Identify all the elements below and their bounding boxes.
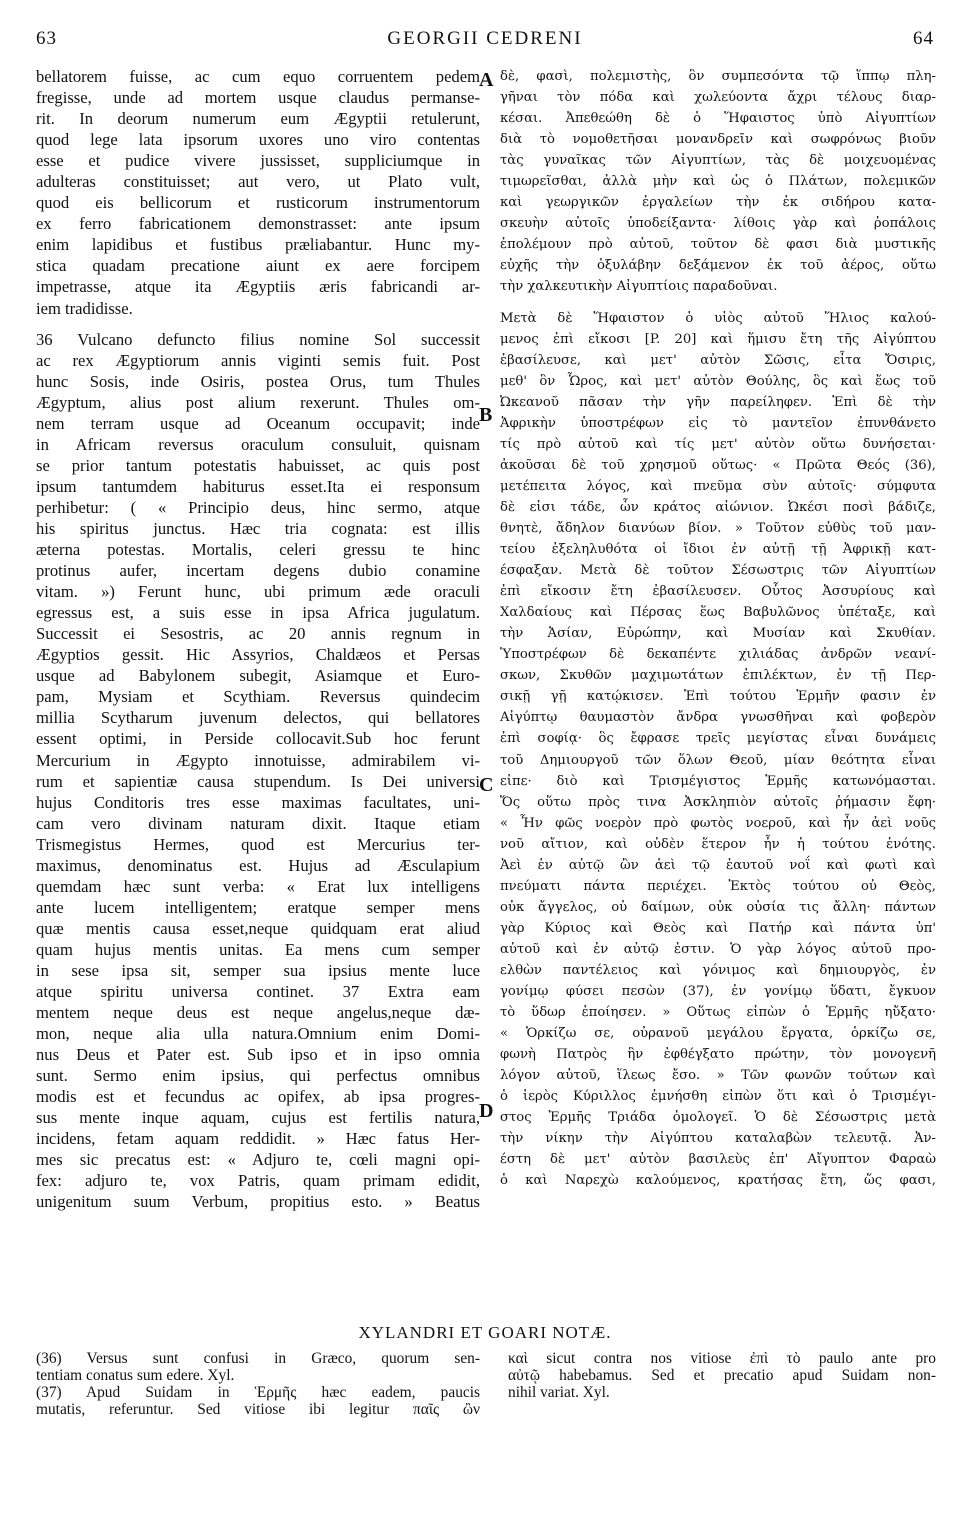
text-line: διὰ τὸ νομοθετῆσαι μονανδρεῖν καὶ σωφρόνως βιοῦν — [500, 132, 936, 148]
text-line: έστη δὲ μετ' αὐτὸν βασιλεὺς ἐπ' Αἴγυπτον Φαραὼ — [500, 1152, 936, 1168]
text-line: έσφαξαν. Μετὰ δὲ τοῦτον Σέσωστρις τῶν Αἰγυπτίων — [500, 563, 936, 579]
text-line: τοῦ Δημιουργοῦ τῶν ὅλων Θεοῦ, μίαν θεότητα εἶναι — [500, 752, 936, 768]
page-header — [36, 28, 934, 54]
text-line: in sese ipsa sit, semper sua ipsius mente luce — [36, 960, 480, 980]
text-line: bellatorem fuisse, ac cum equo corruentem pedem — [36, 67, 480, 86]
text-line: αὐτῷ habebamus. Sed et precatio apud Suidam non- — [508, 1367, 936, 1384]
text-line: πνεύματι πάντα περιέχει. Ἐκτὸς τούτου οὐ Θεὸς, — [500, 878, 936, 894]
text-line: nem terram usque ad Oceanum occupavit; inde — [36, 413, 480, 433]
text-line: Χαλδαίους καὶ Πέρσας ἕως Βαβυλῶνος ὑπέταξε, καὶ — [500, 605, 936, 621]
text-line: φωνὴ Πατρὸς ἣν ἐφθέγξατο πρώτην, τὸν μονογενῆ — [500, 1047, 936, 1063]
text-line: millia Scytharum juvenum delectos, qui bellatores — [36, 708, 480, 728]
text-line: ἐπὶ εἴκοσιν ἔτη ἐβασίλευσεν. Οὗτος Ἀσσυρίους καὶ — [500, 584, 936, 600]
text-line: ελθὼν παντέλειος καὶ γόνιμος καὶ δημιουργὸς, ἐν — [500, 962, 936, 978]
text-line: mes sic precatus est: « Adjuro te, cœli magni opi- — [36, 1150, 480, 1170]
text-line: αὐτοῦ καὶ ἐν αὐτῷ ἐστιν. Ὁ γὰρ λόγος αὐτοῦ προ- — [500, 941, 936, 957]
text-line: iem tradidisse. — [36, 298, 133, 318]
text-line: εἰπε· διὸ καὶ Τρισμέγιστος Ἑρμῆς κατωνόμασται. — [500, 773, 936, 789]
margin-marker-c: C — [479, 774, 494, 796]
text-line: protinus aufer, incertam degens dubio conamine — [36, 561, 480, 581]
text-line: γὰρ Κύριος καὶ Θεὸς καὶ Πατήρ καὶ πάντα ὑπ' — [500, 920, 936, 936]
text-line: usque ad Babylonem subegit, Asiamque et Euro- — [36, 666, 480, 686]
text-line: « Ὁρκίζω σε, οὐρανοῦ μεγάλου ἔργατα, ὁρκίζω σε, — [500, 1026, 936, 1042]
text-line: γονίμῳ φύσει πεσὼν (37), ἐν γονίμῳ ὕδατι, ἔγκυον — [500, 984, 936, 1000]
text-line: σκευὴν αὐτοῖς ὑποδείξαντα· λίθοις γὰρ καὶ ῥοπάλοις — [500, 216, 936, 232]
text-line: atque spiritu universa continet. 37 Extra eam — [36, 982, 480, 1002]
text-line: τὴν χαλκευτικὴν Αἰγυπτίοις παραδοῦναι. — [500, 279, 778, 295]
text-line: δὲ, φασὶ, πολεμιστὴς, ὃν συμπεσόντα τῷ ἵππῳ πλη- — [500, 69, 936, 84]
text-line: Αἰγύπτῳ θαυμαστὸν ἄνδρα γνωσθῆναι καὶ φοβερὸν — [500, 710, 936, 726]
text-line: Ἀεὶ ἐν αὐτῷ ὢν ἀεὶ τῷ ἑαυτοῦ νοΐ καὶ φωτὶ καὶ — [500, 857, 936, 873]
text-line: (37) Apud Suidam in Ἑρμῆς hæc eadem, paucis — [36, 1384, 480, 1401]
text-line: κέσαι. Ἀπεθεώθη δὲ ὁ Ἥφαιστος ὑπὸ Αἰγυπτίων — [500, 111, 936, 127]
notes-title: XYLANDRI ET GOARI NOTÆ. — [358, 1323, 612, 1342]
text-line: fregisse, unde ad mortem usque claudus permanse- — [36, 88, 480, 108]
text-line: ἐπολέμουν πρὸ αὐτοῦ, τοῦτον δὲ φασι διὰ μυστικῆς — [500, 237, 936, 253]
text-line: μεθ' ὃν Ὧρος, καὶ μετ' αὐτὸν Θούλης, ὃς καὶ ἕως τοῦ — [500, 373, 936, 389]
text-line: mutatis, referuntur. Sed vitiose ibi legitur παῖς ὢν — [36, 1401, 480, 1418]
text-line: τὰς γυναῖκας τῶν Αἰγυπτίων, τὰς δὲ μοιχευομένας — [500, 153, 936, 169]
text-line: quemdam hæc sunt verba: « Erat lux intelligens — [36, 876, 480, 896]
text-line: cam vero divinam naturam dixit. Itaque etiam — [36, 813, 480, 833]
text-line: tentiam conatus sum edere. Xyl. — [36, 1367, 235, 1384]
running-title: GEORGII CEDRENI — [387, 28, 583, 49]
text-line: θνητὲ, ἄδηλον διανύων βίον. » Τοῦτον εὐθὺς τοῦ μαν- — [500, 520, 936, 536]
text-line: se prior tantum potestatis habuisset, ac quis post — [36, 455, 480, 475]
text-line: modis est et fecundus ac opifex, ab ipsa progres- — [36, 1087, 480, 1107]
text-line: Successit ei Sesostris, ac 20 annis regnum in — [36, 624, 480, 644]
text-line: esse et pudice vivere jussisset, suppliciumque in — [36, 151, 480, 171]
text-line: 36 Vulcano defuncto filius nomine Sol successit — [36, 329, 480, 349]
text-line: Ὅς οὕτω πρὸς τινα Ἀσκληπιὸν αὐτοῖς ῥήμασιν ἔφη· — [500, 794, 936, 810]
text-line: γῆναι τὸν πόδα καὶ χωλεύοντα ἄχρι τέλους διαρ- — [500, 90, 936, 106]
text-line: enim lapidibus et fustibus præliabantur. Hunc my- — [36, 235, 480, 255]
text-line: nus Deus et Pater est. Sub ipso et in ipso omnia — [36, 1045, 480, 1065]
text-line: (36) Versus sunt confusi in Græco, quorum sen- — [36, 1350, 480, 1367]
text-line: νοῦ αἴτιον, καὶ οὐδὲν ἕτερον ἦν ἡ τούτου ἑνότης. — [500, 836, 936, 852]
text-line: καὶ γεωργικῶν ἐργαλείων τὴν ἐκ σιδήρου κατα- — [500, 195, 936, 211]
notes-right-column — [508, 1350, 936, 1401]
page-number-left: 63 — [36, 28, 57, 49]
text-line: perhibetur: ( « Principio deus, hinc sermo, atque — [36, 497, 480, 517]
text-line: vitam. ») Ferunt hunc, ubi primum æde oraculi — [36, 582, 480, 602]
text-line: τὴν νίκην τὴν Αἰγύπτου καταλαβὼν τελευτᾷ. Ἀν- — [500, 1131, 936, 1147]
text-line: ἐβασίλευσε, καὶ μετ' αὐτὸν Σῶσις, εἶτα Ὄσιρις, — [500, 352, 936, 368]
text-line: ipsum tantumdem habiturus esset.Ita ei responsum — [36, 476, 480, 496]
text-line: rit. In deorum numerum eum Ægyptii retulerunt, — [36, 109, 480, 129]
text-line: unigenitum suum Verbum, propitius esto. » Beatus — [36, 1192, 480, 1212]
text-line: οὐκ ἄγγελος, οὐ δαίμων, οὐκ οὐσία τις ἄλλη· πάντων — [500, 899, 936, 915]
text-line: Ὑποστρέφων δὲ δεκαπέντε χιλιάδας ἀνδρῶν νεανί- — [500, 647, 936, 663]
page-number-right: 64 — [913, 28, 934, 49]
text-line: μετέπειτα λόγος, καὶ πνεῦμα σὺν αὐτοῖς· σύμφυτα — [500, 478, 936, 494]
text-line: Mercurium in Ægypto innotuisse, admirabilem vi- — [36, 750, 480, 770]
text-line: sunt. Sermo enim ipsius, qui perfectus omnibus — [36, 1066, 480, 1086]
text-line: mentem neque deus est neque angelus,neque dæ- — [36, 1003, 480, 1023]
text-line: τιμωρεῖσθαι, ἀλλὰ μὴν καὶ ὡς ὁ Πλάτων, πολεμικῶν — [500, 174, 936, 190]
paragraph-gap — [500, 298, 936, 308]
text-line: adulteras constituisset; aut vero, ut Plato vult, — [36, 172, 480, 192]
text-line: hujus Conditoris tres esse maximas facultates, uni- — [36, 792, 480, 812]
margin-marker-a: A — [479, 69, 494, 91]
notes-left-column — [36, 1350, 480, 1418]
text-line: « Ἦν φῶς νοερὸν πρὸ φωτὸς νοεροῦ, καὶ ἦν ἀεὶ νοῦς — [500, 815, 936, 831]
text-line: quæ mentis causa esset,neque quidquam erat aliud — [36, 918, 480, 938]
text-line: τὸ ὕδωρ ἐποίησεν. » Οὕτως εἰπὼν ὁ Ἑρμῆς ηὔξατο· — [500, 1005, 936, 1021]
margin-marker-d: D — [479, 1100, 494, 1122]
text-line: in Africam reversus oraculum consuluit, quisnam — [36, 434, 480, 454]
text-line: στος Ἑρμῆς Τριάδα ὁμολογεῖ. Ὁ δὲ Σέσωστρις μετὰ — [500, 1110, 936, 1126]
text-line: pam, Mysiam et Scythiam. Reversus quindecim — [36, 687, 480, 707]
text-line: Ἀφρικὴν ὑποστρέφων εἰς τὸ μαντεῖον ἐπυνθάνετο — [500, 415, 936, 431]
text-line: rum et sapientiæ causa stupendum. Is Dei universi — [36, 771, 480, 791]
text-line: nihil variat. Xyl. — [508, 1384, 610, 1401]
text-line: λόγον αὐτοῦ, ἵλεως ἔσο. » Τῶν φωνῶν τούτων καὶ — [500, 1068, 936, 1084]
text-line: Trismegistus Hermes, quod est Mercurius ter- — [36, 834, 480, 854]
text-line: essent optimi, in Perside collocavit.Sub hoc ferunt — [36, 729, 480, 749]
text-line: impetrasse, atque ita Ægyptiis æris fabricandi ar- — [36, 277, 480, 297]
text-line: τίς πρὸ αὐτοῦ καὶ τίς μετ' αὐτὸν οὕτω δυνήσεται· — [500, 436, 936, 452]
text-line: ex ferro fabricationem demonstrasset: ante ipsum — [36, 214, 480, 234]
text-line: hunc Sosis, inde Osiris, postea Orus, tum Thules — [36, 371, 480, 391]
text-line: ὁ καὶ Ναρεχὼ καλούμενος, κρατήσας ἔτη, ὥς φασι, — [500, 1173, 936, 1189]
text-line: quod eis bellicorum et rusticorum instrumentorum — [36, 193, 480, 213]
text-line: σικῇ γῇ κατῴκισεν. Ἐπὶ τούτου Ἑρμῆν φασιν ἐν — [500, 689, 936, 705]
text-line: quam hujus mentis unitas. Ea mens cum semper — [36, 939, 480, 959]
text-line: τείου ἐξεληλυθότα οἱ ἴδιοι ἐν αὐτῇ τῇ Ἀφρικῇ κατ- — [500, 542, 936, 558]
text-line: εὐχῆς τὴν ὀξυλάβην δεξάμενον ἐκ τοῦ ἀέρος, οὕτω — [500, 258, 936, 274]
text-line: ante lucem intelligentem; eratque semper mens — [36, 897, 480, 917]
text-line: ac rex Ægyptiorum annis viginti semis fuit. Post — [36, 350, 480, 370]
text-line: sus mente inque aquam, cujus est fertilis natura, — [36, 1108, 480, 1128]
text-line: fex: adjuro te, vox Patris, quam primam edidit, — [36, 1171, 480, 1191]
text-line: Ὠκεανοῦ πᾶσαν τὴν γῆν παρείληφεν. Ἐπὶ δὲ τὴν — [500, 394, 936, 410]
text-line: δὲ εἰσι τάδε, ὧν κράτος αἰώνιον. Ὠκέσι ποσὶ βάδιζε, — [500, 499, 936, 515]
text-line: quod lege lata ipsorum uxores uno viro contentas — [36, 130, 480, 150]
text-line: τὴν Ἀσίαν, Εὐρώπην, καὶ Μυσίαν καὶ Σκυθίαν. — [500, 626, 936, 642]
paragraph-gap — [36, 319, 480, 329]
text-line: Ægyptios gessit. Hic Assyrios, Chaldæos et Persas — [36, 645, 480, 665]
text-line: æterna potestas. Mortalis, celeri gressu te hinc — [36, 540, 480, 560]
text-line: Μετὰ δὲ Ἥφαιστον ὁ υἱὸς αὐτοῦ Ἥλιος καλού- — [500, 310, 936, 326]
text-line: καὶ sicut contra nos vitiose ἐπὶ τὸ paulo ante pro — [508, 1350, 936, 1367]
greek-column — [500, 66, 936, 1191]
margin-marker-b: B — [479, 404, 493, 426]
text-line: ἀκοῦσαι δὲ τοῦ χρησμοῦ οὕτως· « Πρῶτα Θεός (36), — [500, 457, 936, 473]
text-line: ὁ ἱερὸς Κύριλλος ἐμνήσθη εἰπὼν ὅτι καὶ ὁ Τρισμέγι- — [500, 1089, 936, 1105]
text-line: Ægyptum, alius post alium rexerunt. Thules om- — [36, 392, 480, 412]
text-line: μενος ἐπὶ εἴκοσι [P. 20] καὶ ἥμισυ ἔτη τῆς Αἰγύπτου — [500, 331, 936, 347]
latin-column — [36, 66, 480, 1213]
text-line: ἐπὶ σοφίᾳ· ὃς ἔφρασε τρεῖς μεγίστας εἶναι δυνάμεις — [500, 731, 936, 747]
text-line: incidens, fetam aquam reddidit. » Hæc fatus Her- — [36, 1129, 480, 1149]
text-line: egressus est, a suis esse in ipsa Africa jugulatum. — [36, 603, 480, 623]
text-line: his spiritus junctus. Hæc tria cognata: est illis — [36, 518, 480, 538]
text-line: stica quadam precatione aiunt ex aere forcipem — [36, 256, 480, 276]
text-line: mon, neque alia ulla natura.Omnium enim Domi- — [36, 1024, 480, 1044]
text-line: σκων, Σκυθῶν μαχιμωτάτων ἐπιλέκτων, ἐν τῇ Περ- — [500, 668, 936, 684]
text-line: maximus, denominatus est. Hujus ad Æsculapium — [36, 855, 480, 875]
